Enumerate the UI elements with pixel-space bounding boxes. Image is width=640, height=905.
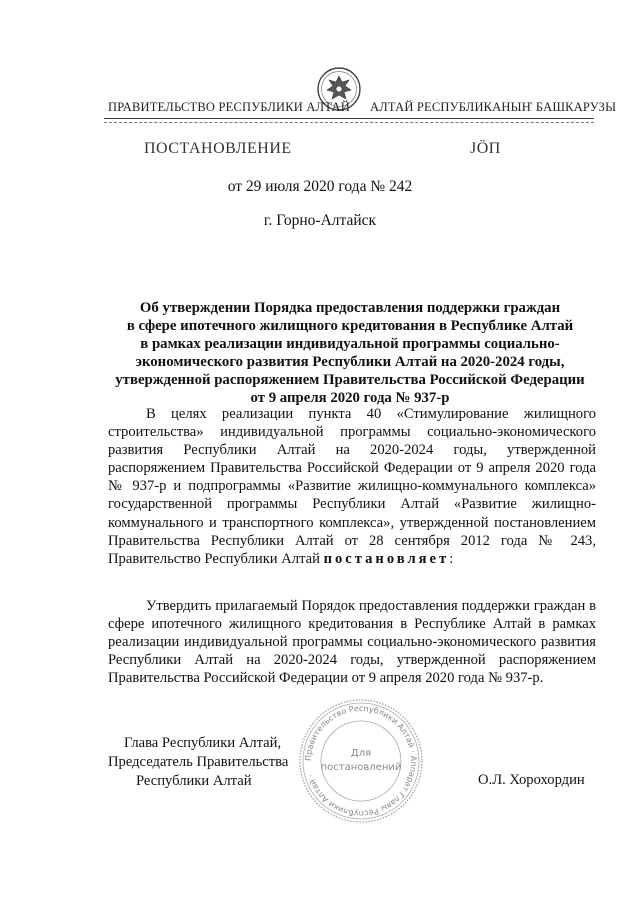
signatory-line: Глава Республики Алтай, — [124, 735, 282, 751]
letterhead-left: ПРАВИТЕЛЬСТВО РЕСПУБЛИКИ АЛТАЙ — [108, 100, 350, 114]
title-line: в сфере ипотечного жилищного кредитования в Республике Алтай — [126, 318, 574, 334]
signatory-title — [108, 734, 288, 791]
stamp-ring-text: Правительство Республики Алтай · Аппарат Главы Республики Алтай · — [303, 703, 419, 819]
title-line: экономического развития Республики Алтай на 2020-2024 годы, — [135, 354, 565, 370]
stamp-center-text: Для — [350, 748, 372, 759]
letterhead-rule — [104, 118, 594, 119]
title-line: Об утверждении Порядка предоставления поддержки граждан — [139, 300, 561, 316]
letterhead-right: АЛТАЙ РЕСПУБЛИКАНЫҤ БАШКАРУЗЫ — [370, 100, 617, 114]
body-paragraph-2: Утвердить прилагаемый Порядок предоставления поддержки граждан в сфере ипотечного жилищного кредитования в Республике Алтай в рамках реализации индивидуальной программы социально-экономического развития Республики Алтай на 2020-2024 годы, утвержденной распоряжением Правительства Российской Федерации от 9 апреля 2020 года № 937-р. — [108, 598, 596, 687]
body-paragraph-1 — [108, 405, 596, 568]
signatory-name: О.Л. Хорохордин — [478, 772, 585, 788]
paragraph-text: В целях реализации пункта 40 «Стимулирование жилищного строительства» индивидуальной программы социально-экономического развития Республики Алтай на 2020-2024 годы, утвержденной распоряжением Правительства Российской Федерации от 9 апреля 2020 года № 937-р и подпрограммы «Развитие жилищно-коммунального комплекса» государственной программы Республики Алтай «Развитие жилищно-коммунального и транспортного комплекса», утвержденной постановлением Правительства Республики Алтай от 28 сентября 2012 года № 243, Правительство Республики Алтай — [108, 406, 596, 567]
stamp-center-text: постановлений — [320, 762, 402, 773]
title-line: в рамках реализации индивидуальной программы социально- — [140, 336, 560, 352]
document-title — [100, 299, 600, 407]
keyword-postanovlyaet: постановляет — [323, 550, 450, 567]
official-stamp — [296, 696, 426, 826]
signatory-line: Председатель Правительства — [108, 754, 289, 770]
doc-type-alt: ЈӦП — [470, 140, 501, 157]
letterhead-rule-dashed — [104, 122, 594, 123]
signatory-line: Республики Алтай — [136, 773, 252, 789]
paragraph-colon: : — [449, 550, 454, 567]
document-date: от 29 июля 2020 года № 242 — [227, 178, 413, 195]
doc-type-ru: ПОСТАНОВЛЕНИЕ — [144, 140, 292, 157]
title-line: утвержденной распоряжением Правительства Российской Федерации — [115, 372, 585, 388]
title-line: от 9 апреля 2020 года № 937-р — [250, 390, 450, 406]
document-city: г. Горно-Алтайск — [263, 212, 377, 229]
